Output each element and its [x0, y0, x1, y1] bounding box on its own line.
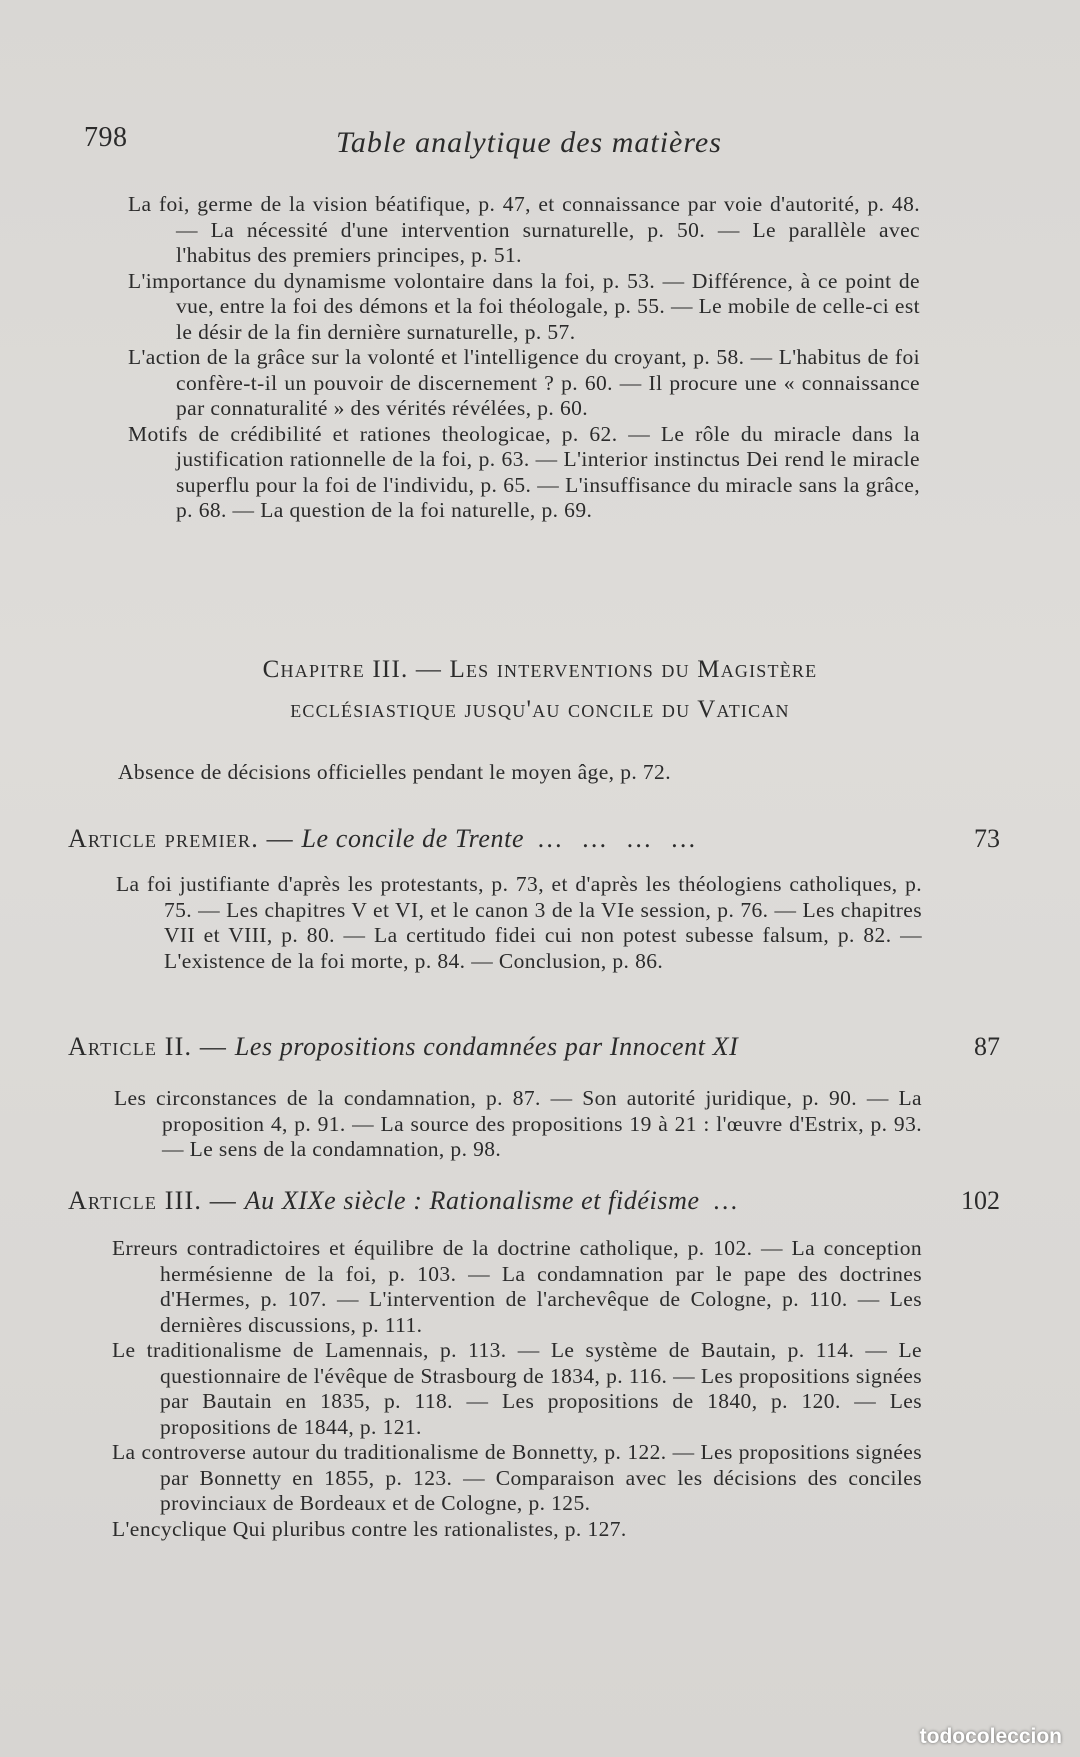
- article-heading-1: [68, 824, 1000, 864]
- dot-leaders: … … … …: [524, 824, 703, 853]
- article-title: Au XIXe siècle : Rationalisme et fidéisme: [244, 1186, 700, 1215]
- index-entry: La foi justifiante d'après les protestants, p. 73, et d'après les théologiens catholiques, p. 75. — Les chapitres V et VI, et le canon 3 de la VIe session, p. 76. — Les chapitres VII et VIII, p. 80. — La certitudo fidei cui non potest subesse falsum, p. 82. — L'existence de la foi morte, p. 84. — Conclusion, p. 86.: [116, 872, 922, 973]
- article-title: Le concile de Trente: [301, 824, 525, 853]
- index-entry: La foi, germe de la vision béatifique, p. 47, et connaissance par voie d'autorité, p. 48. — La nécessité d'une intervention surnaturelle, p. 50. — Le parallèle avec l'habitus des premiers principes, p. 51.: [128, 192, 920, 267]
- article-label: Article II. —: [68, 1032, 235, 1061]
- dot-leaders: …: [699, 1186, 745, 1215]
- index-entry: Les circonstances de la condamnation, p. 87. — Son autorité juridique, p. 90. — La proposition 4, p. 91. — La source des propositions 19 à 21 : l'œuvre d'Estrix, p. 93. — Le sens de la condamnation, p. 98.: [114, 1086, 922, 1161]
- index-entry: L'action de la grâce sur la volonté et l'intelligence du croyant, p. 58. — L'habitus de foi confère-t-il un pouvoir de discernement ? p. 60. — Il procure une « connaissance par connaturalité » des vérités révélées, p. 60.: [128, 345, 920, 420]
- article-heading-3: [68, 1186, 1000, 1226]
- index-entry: La controverse autour du traditionalisme de Bonnetty, p. 122. — Les propositions signées par Bonnetty en 1855, p. 123. — Comparaison avec les décisions des conciles provinciaux de Bordeaux et de Cologne, p. 125.: [112, 1440, 922, 1515]
- index-entry: L'encyclique Qui pluribus contre les rationalistes, p. 127.: [112, 1516, 627, 1541]
- index-entry: Erreurs contradictoires et équilibre de la doctrine catholique, p. 102. — La conception hermésienne de la foi, p. 103. — La condamnation par le pape des doctrines d'Hermes, p. 107. — L'intervention de l'archevêque de Cologne, p. 110. — Les dernières discussions, p. 111.: [112, 1236, 922, 1337]
- article-label: Article premier. —: [68, 824, 302, 853]
- running-title: Table analytique des matières: [336, 126, 722, 159]
- index-entry: Motifs de crédibilité et rationes theologicae, p. 62. — Le rôle du miracle dans la justification rationnelle de la foi, p. 63. — L'interior instinctus Dei rend le miracle superflu pour la foi de l'individu, p. 65. — L'insuffisance du miracle sans la grâce, p. 68. — La question de la foi naturelle, p. 69.: [128, 421, 920, 522]
- index-entry: Absence de décisions officielles pendant le moyen âge, p. 72.: [118, 760, 671, 784]
- running-head: [84, 118, 960, 168]
- watermark: todocoleccion: [919, 1725, 1062, 1748]
- page-number: 798: [84, 122, 128, 153]
- article-title: Les propositions condamnées par Innocent XI: [234, 1032, 739, 1061]
- article-heading-2: [68, 1032, 1000, 1072]
- article-label: Article III. —: [68, 1186, 245, 1215]
- intro-entries: [128, 192, 920, 524]
- index-entry: Le traditionalisme de Lamennais, p. 113. — Le système de Bautain, p. 114. — Le questionnaire de l'évêque de Strasbourg de 1834, p. 116. — Les propositions signées par Bautain en 1835, p. 118. — Les propositions de 1840, p. 120. — Les propositions de 1844, p. 121.: [112, 1338, 922, 1439]
- absence-entry-block: [118, 760, 898, 786]
- article-page-number: 87: [974, 1032, 1000, 1061]
- chapter-heading: [150, 650, 930, 730]
- chapter-heading-line-2: ecclésiastique jusqu'au concile du Vatican: [290, 696, 790, 723]
- chapter-heading-line-1: Chapitre III. — Les interventions du Magistère: [262, 656, 818, 683]
- article-page-number: 73: [974, 824, 1000, 853]
- article-2-entries: [114, 1086, 922, 1163]
- article-3-entries: [112, 1236, 922, 1542]
- article-page-number: 102: [961, 1186, 1000, 1215]
- article-1-entries: [116, 872, 922, 974]
- index-entry: L'importance du dynamisme volontaire dans la foi, p. 53. — Différence, à ce point de vue, entre la foi des démons et la foi théologale, p. 55. — Le mobile de celle-ci est le désir de la fin dernière surnaturelle, p. 57.: [128, 268, 920, 344]
